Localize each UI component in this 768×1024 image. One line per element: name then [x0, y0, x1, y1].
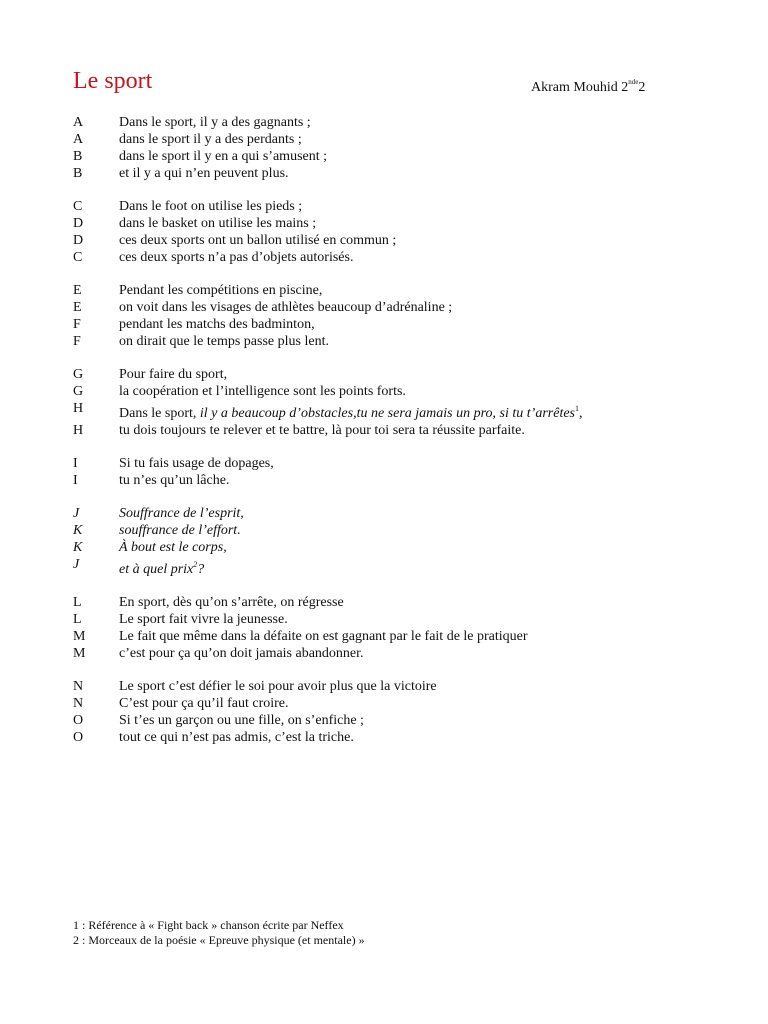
rhyme-letter: L: [73, 595, 82, 610]
footnote: 2 : Morceaux de la poésie « Epreuve physique (et mentale) »: [73, 933, 365, 947]
line-text: [119, 712, 364, 729]
line-segment: dans le sport il y a des perdants ;: [119, 132, 302, 147]
line-segment: Si tu fais usage de dopages,: [119, 456, 274, 471]
poem-line: [73, 114, 713, 131]
line-text: [119, 455, 274, 472]
poem-line: [73, 611, 713, 628]
poem-line: [73, 594, 713, 611]
poem-line: [73, 366, 713, 383]
stanza: [73, 198, 713, 266]
rhyme-letter: G: [73, 367, 84, 382]
line-segment: ,: [579, 406, 583, 421]
poem-line: [73, 712, 713, 729]
line-text: [119, 333, 329, 350]
line-segment: tu n’es qu’un lâche.: [119, 473, 230, 488]
rhyme-letter: L: [73, 612, 82, 627]
line-text: [119, 299, 452, 316]
line-segment: Le sport fait vivre la jeunesse.: [119, 612, 288, 627]
line-segment: tout ce qui n’est pas admis, c’est la triche.: [119, 730, 354, 745]
poem-line: [73, 422, 713, 439]
line-segment: ces deux sports ont un ballon utilisé en commun ;: [119, 233, 397, 248]
line-segment: Pour faire du sport,: [119, 367, 228, 382]
rhyme-letter: H: [73, 423, 84, 438]
poem-line: [73, 695, 713, 712]
line-segment: Souffrance de l’esprit,: [119, 506, 244, 521]
line-text: [119, 539, 227, 556]
poem-line: [73, 282, 713, 299]
rhyme-letter: J: [73, 557, 80, 572]
rhyme-letter: J: [73, 506, 80, 521]
line-text: [119, 611, 288, 628]
rhyme-letter: E: [73, 300, 82, 315]
rhyme-letter: M: [73, 629, 86, 644]
poem-line: [73, 400, 713, 422]
poem-line: [73, 556, 713, 578]
rhyme-letter: M: [73, 646, 86, 661]
line-text: [119, 400, 583, 422]
stanza: [73, 366, 713, 439]
stanza: [73, 455, 713, 489]
line-text: [119, 249, 353, 266]
line-segment: Le sport c’est défier le soi pour avoir plus que la victoire: [119, 679, 437, 694]
rhyme-letter: I: [73, 456, 78, 471]
rhyme-letter: N: [73, 696, 84, 711]
poem-line: [73, 645, 713, 662]
line-text: [119, 165, 289, 182]
line-text: [119, 472, 229, 489]
author-superscript: nde: [628, 78, 639, 86]
poem-line: [73, 232, 713, 249]
stanza: [73, 594, 713, 662]
stanza: [73, 505, 713, 578]
rhyme-letter: K: [73, 540, 83, 555]
rhyme-letter: G: [73, 384, 84, 399]
author-suffix: 2: [638, 80, 646, 95]
rhyme-letter: D: [73, 233, 84, 248]
line-segment: et il y a qui n’en peuvent plus.: [119, 166, 289, 181]
line-text: [119, 366, 227, 383]
line-segment: En sport, dès qu’on s’arrête, on régresse: [119, 595, 344, 610]
poem-line: [73, 505, 713, 522]
poem-line: [73, 383, 713, 400]
poem-line: [73, 472, 713, 489]
poem-line: [73, 522, 713, 539]
line-text: [119, 729, 354, 746]
poem-line: [73, 249, 713, 266]
page-title: Le sport: [73, 68, 153, 94]
line-text: [119, 316, 315, 333]
rhyme-letter: O: [73, 713, 84, 728]
line-text: [119, 695, 289, 712]
line-segment: Dans le sport, il y a des gagnants ;: [119, 115, 311, 130]
line-segment: dans le sport il y en a qui s’amusent ;: [119, 149, 328, 164]
poem-line: [73, 148, 713, 165]
line-text: [119, 628, 528, 645]
poem-line: [73, 165, 713, 182]
line-segment: pendant les matchs des badminton,: [119, 317, 315, 332]
poem-line: [73, 299, 713, 316]
line-text: [119, 645, 364, 662]
line-text: [119, 594, 344, 611]
rhyme-letter: A: [73, 115, 84, 130]
line-text: [119, 232, 396, 249]
line-segment: on voit dans les visages de athlètes beaucoup d’adrénaline ;: [119, 300, 453, 315]
poem-line: [73, 455, 713, 472]
line-segment: C’est pour ça qu’il faut croire.: [119, 696, 289, 711]
line-text: [119, 282, 322, 299]
footnote: 1 : Référence à « Fight back » chanson écrite par Neffex: [73, 918, 344, 932]
poem-line: [73, 539, 713, 556]
poem-line: [73, 729, 713, 746]
line-segment: Le fait que même dans la défaite on est gagnant par le fait de le pratiquer: [119, 629, 528, 644]
rhyme-letter: F: [73, 317, 81, 332]
rhyme-letter: B: [73, 149, 83, 164]
stanza: [73, 678, 713, 746]
stanza: [73, 282, 713, 350]
line-segment: Dans le foot on utilise les pieds ;: [119, 199, 303, 214]
line-segment: À bout est le corps,: [119, 540, 227, 555]
line-segment: souffrance de l’effort.: [119, 523, 241, 538]
line-text: [119, 505, 244, 522]
line-segment: ces deux sports n’a pas d’objets autorisés.: [119, 250, 354, 265]
rhyme-letter: I: [73, 473, 78, 488]
footnote-ref: 2: [193, 560, 198, 569]
line-segment: ?: [197, 562, 205, 577]
poem-line: [73, 198, 713, 215]
line-segment: Pendant les compétitions en piscine,: [119, 283, 323, 298]
poem-line: [73, 215, 713, 232]
line-text: [119, 131, 302, 148]
poem-line: [73, 628, 713, 645]
line-text: [119, 148, 327, 165]
line-text: [119, 198, 302, 215]
line-text: [119, 678, 437, 695]
rhyme-letter: F: [73, 334, 81, 349]
rhyme-letter: O: [73, 730, 84, 745]
author-line: [531, 78, 645, 96]
footnotes: [73, 918, 365, 948]
rhyme-letter: C: [73, 199, 83, 214]
footnote-ref: 1: [575, 404, 579, 413]
line-text: [119, 556, 204, 578]
poem-line: [73, 131, 713, 148]
poem-body: [73, 114, 713, 762]
rhyme-letter: K: [73, 523, 83, 538]
stanza: [73, 114, 713, 182]
poem-line: [73, 678, 713, 695]
line-segment: on dirait que le temps passe plus lent.: [119, 334, 329, 349]
line-text: [119, 215, 316, 232]
line-segment: c’est pour ça qu’on doit jamais abandonner.: [119, 646, 364, 661]
line-segment: la coopération et l’intelligence sont les points forts.: [119, 384, 406, 399]
rhyme-letter: H: [73, 401, 84, 416]
rhyme-letter: N: [73, 679, 84, 694]
line-segment: Dans le sport,: [119, 406, 200, 421]
rhyme-letter: D: [73, 216, 84, 231]
line-segment: et à quel prix: [119, 562, 194, 577]
line-text: [119, 383, 406, 400]
rhyme-letter: A: [73, 132, 84, 147]
line-text: [119, 422, 525, 439]
poem-line: [73, 316, 713, 333]
line-text: [119, 114, 311, 131]
line-segment: dans le basket on utilise les mains ;: [119, 216, 317, 231]
line-segment: tu dois toujours te relever et te battre, là pour toi sera ta réussite parfaite.: [119, 423, 525, 438]
author-name: Akram Mouhid 2: [531, 80, 629, 95]
rhyme-letter: B: [73, 166, 83, 181]
rhyme-letter: C: [73, 250, 83, 265]
line-segment: Si t’es un garçon ou une fille, on s’enfiche ;: [119, 713, 364, 728]
line-segment: il y a beaucoup d’obstacles,tu ne sera jamais un pro, si tu t’arrêtes: [199, 406, 575, 421]
rhyme-letter: E: [73, 283, 82, 298]
poem-line: [73, 333, 713, 350]
line-text: [119, 522, 241, 539]
